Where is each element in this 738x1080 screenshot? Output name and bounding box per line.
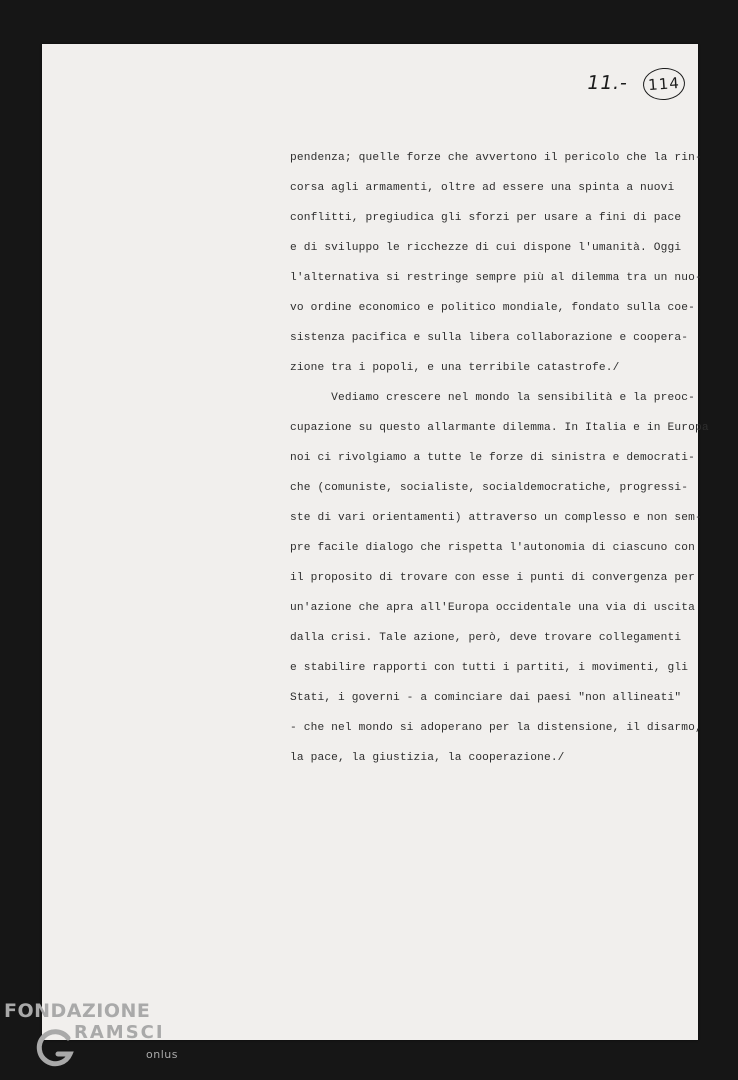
text-line: vo ordine economico e politico mondiale, fondato sulla coe-: [290, 302, 695, 314]
page-number-circled: 114: [642, 67, 686, 102]
text-line: un'azione che apra all'Europa occidentale una via di uscita: [290, 602, 695, 614]
text-line: ste di vari orientamenti) attraverso un complesso e non sem-: [290, 512, 702, 524]
text-line: che (comuniste, socialiste, socialdemocratiche, progressi-: [290, 482, 689, 494]
page-number: [587, 68, 685, 100]
text-line: dalla crisi. Tale azione, però, deve trovare collegamenti: [290, 632, 682, 644]
fondazione-gramsci-watermark: [4, 1000, 204, 1075]
watermark-line1: FONDAZIONE: [4, 1000, 151, 1022]
text-line: pendenza; quelle forze che avvertono il pericolo che la rin-: [290, 152, 702, 164]
text-line: e di sviluppo le ricchezze di cui dispone l'umanità. Oggi: [290, 242, 682, 254]
text-line: cupazione su questo allarmante dilemma. In Italia e in Europa: [290, 422, 709, 434]
body-text: [290, 143, 709, 773]
text-line: pre facile dialogo che rispetta l'autonomia di ciascuno con: [290, 542, 695, 554]
text-line: sistenza pacifica e sulla libera collaborazione e coopera-: [290, 332, 689, 344]
text-line: la pace, la giustizia, la cooperazione./: [290, 752, 565, 764]
text-line: corsa agli armamenti, oltre ad essere una spinta a nuovi: [290, 182, 675, 194]
document-page: [42, 44, 709, 1040]
text-line: - che nel mondo si adoperano per la distensione, il disarmo,: [290, 722, 702, 734]
watermark-line2: RAMSCI: [74, 1022, 165, 1043]
text-line: zione tra i popoli, e una terribile catastrofe./: [290, 362, 620, 374]
text-line: conflitti, pregiudica gli sforzi per usare a fini di pace: [290, 212, 682, 224]
text-line: l'alternativa si restringe sempre più al dilemma tra un nuo-: [290, 272, 702, 284]
text-line: e stabilire rapporti con tutti i partiti, i movimenti, gli: [290, 662, 689, 674]
text-line: Vediamo crescere nel mondo la sensibilità e la preoc-: [290, 392, 695, 404]
text-line: il proposito di trovare con esse i punti di convergenza per: [290, 572, 695, 584]
watermark-onlus: onlus: [146, 1048, 178, 1061]
g-logo-icon: [34, 1026, 78, 1070]
page-number-typed: 11.-: [585, 72, 631, 94]
text-line: noi ci rivolgiamo a tutte le forze di sinistra e democrati-: [290, 452, 695, 464]
text-line: Stati, i governi - a cominciare dai paesi "non allineati": [290, 692, 682, 704]
